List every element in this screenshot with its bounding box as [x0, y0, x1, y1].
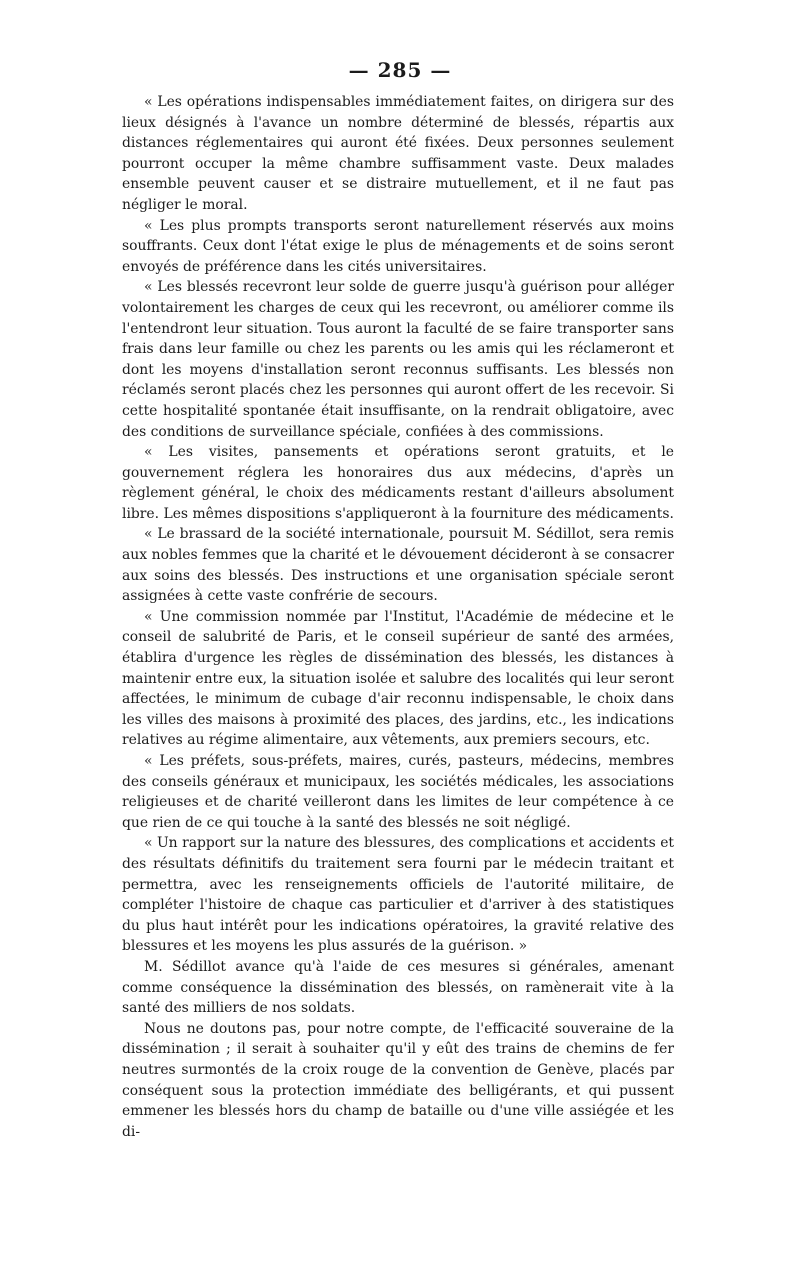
paragraph-visites: « Les visites, pansements et opérations seront gratuits, et le gouvernement réglera les honoraires dus aux médecins, d'après un règlement général, le choix des médicaments restant d'ailleurs absolument libre. Les mêmes dispositions s'appliqueront à la fourniture des médicaments.	[122, 444, 674, 522]
paragraph-dissemination: Nous ne doutons pas, pour notre compte, de l'efficacité souveraine de la dissémination ; il serait à souhaiter qu'il y eût des trains de chemins de fer neutres surmontés de la croix rouge de la convention de Genève, placés par conséquent sous la protection immédiate des belligérants, et qui pussent emmener les blessés hors du champ de bataille ou d'une ville assiégée et les di-	[122, 1020, 674, 1140]
paragraph-prefets: « Les préfets, sous-préfets, maires, curés, pasteurs, médecins, membres des conseils généraux et municipaux, les sociétés médicales, les associations religieuses et de charité veilleront dans les limites de leur compétence à ce que rien de ce qui touche à la santé des blessés ne soit négligé.	[122, 753, 674, 831]
paragraph-transports: « Les plus prompts transports seront naturellement réservés aux moins souffrants. Ceux dont l'état exige le plus de ménagements et de soins seront envoyés de préférence dans les cités universitaires.	[122, 217, 674, 275]
paragraph-operations: « Les opérations indispensables immédiatement faites, on dirigera sur des lieux désignés à l'avance un nombre déterminé de blessés, répartis aux distances réglementaires qui auront été fixées. Deux personnes seulement pourront occuper la même chambre suffisamment vaste. Deux malades ensemble peuvent causer et se distraire mutuellement, et il ne faut pas négliger le moral.	[122, 94, 674, 213]
body-text	[122, 92, 674, 1142]
paragraph-brassard: « Le brassard de la société internationale, poursuit M. Sédillot, sera remis aux nobles femmes que la charité et le dévouement décideront à se consacrer aux soins des blessés. Des instructions et une organisation spéciale seront assignées à cette vaste confrérie de secours.	[122, 526, 674, 605]
paragraph-commission: « Une commission nommée par l'Institut, l'Académie de médecine et le conseil de salubrité de Paris, et le conseil supérieur de santé des armées, établira d'urgence les règles de dissémination des blessés, les distances à maintenir entre eux, la situation isolée et salubre des localités qui leur seront affectées, le minimum de cubage d'air reconnu indispensable, le choix dans les villes des maisons à proximité des places, des jardins, etc., les indications relatives au régime alimentaire, aux vêtements, aux premiers secours, etc.	[122, 608, 674, 749]
paragraph-solde: « Les blessés recevront leur solde de guerre jusqu'à guérison pour alléger volontairement les charges de ceux qui les recevront, ou améliorer comme ils l'entendront leur situation. Tous auront la faculté de se faire transporter sans frais dans leur famille ou chez les parents ou les amis qui les réclameront et dont les moyens d'installation seront reconnus suffisants. Les blessés non réclamés seront placés chez les personnes qui auront offert de les recevoir. Si cette hospitalité spontanée était insuffisante, on la rendrait obligatoire, avec des conditions de surveillance spéciale, confiées à des commissions.	[122, 279, 674, 440]
paragraph-sedillot: M. Sédillot avance qu'à l'aide de ces mesures si générales, amenant comme conséquence la dissémination des blessés, on ramènerait vite à la santé des milliers de nos soldats.	[122, 958, 674, 1017]
page-number: — 285 —	[348, 58, 452, 82]
paragraph-rapport: « Un rapport sur la nature des blessures, des complications et accidents et des résultats définitifs du traitement sera fourni par le médecin traitant et permettra, avec les renseignements officiels de l'autorité militaire, de compléter l'histoire de chaque cas particulier et d'arriver à des statistiques du plus haut intérêt pour les indications opératoires, la gravité relative des blessures et les moyens les plus assurés de la guérison. »	[122, 835, 674, 955]
